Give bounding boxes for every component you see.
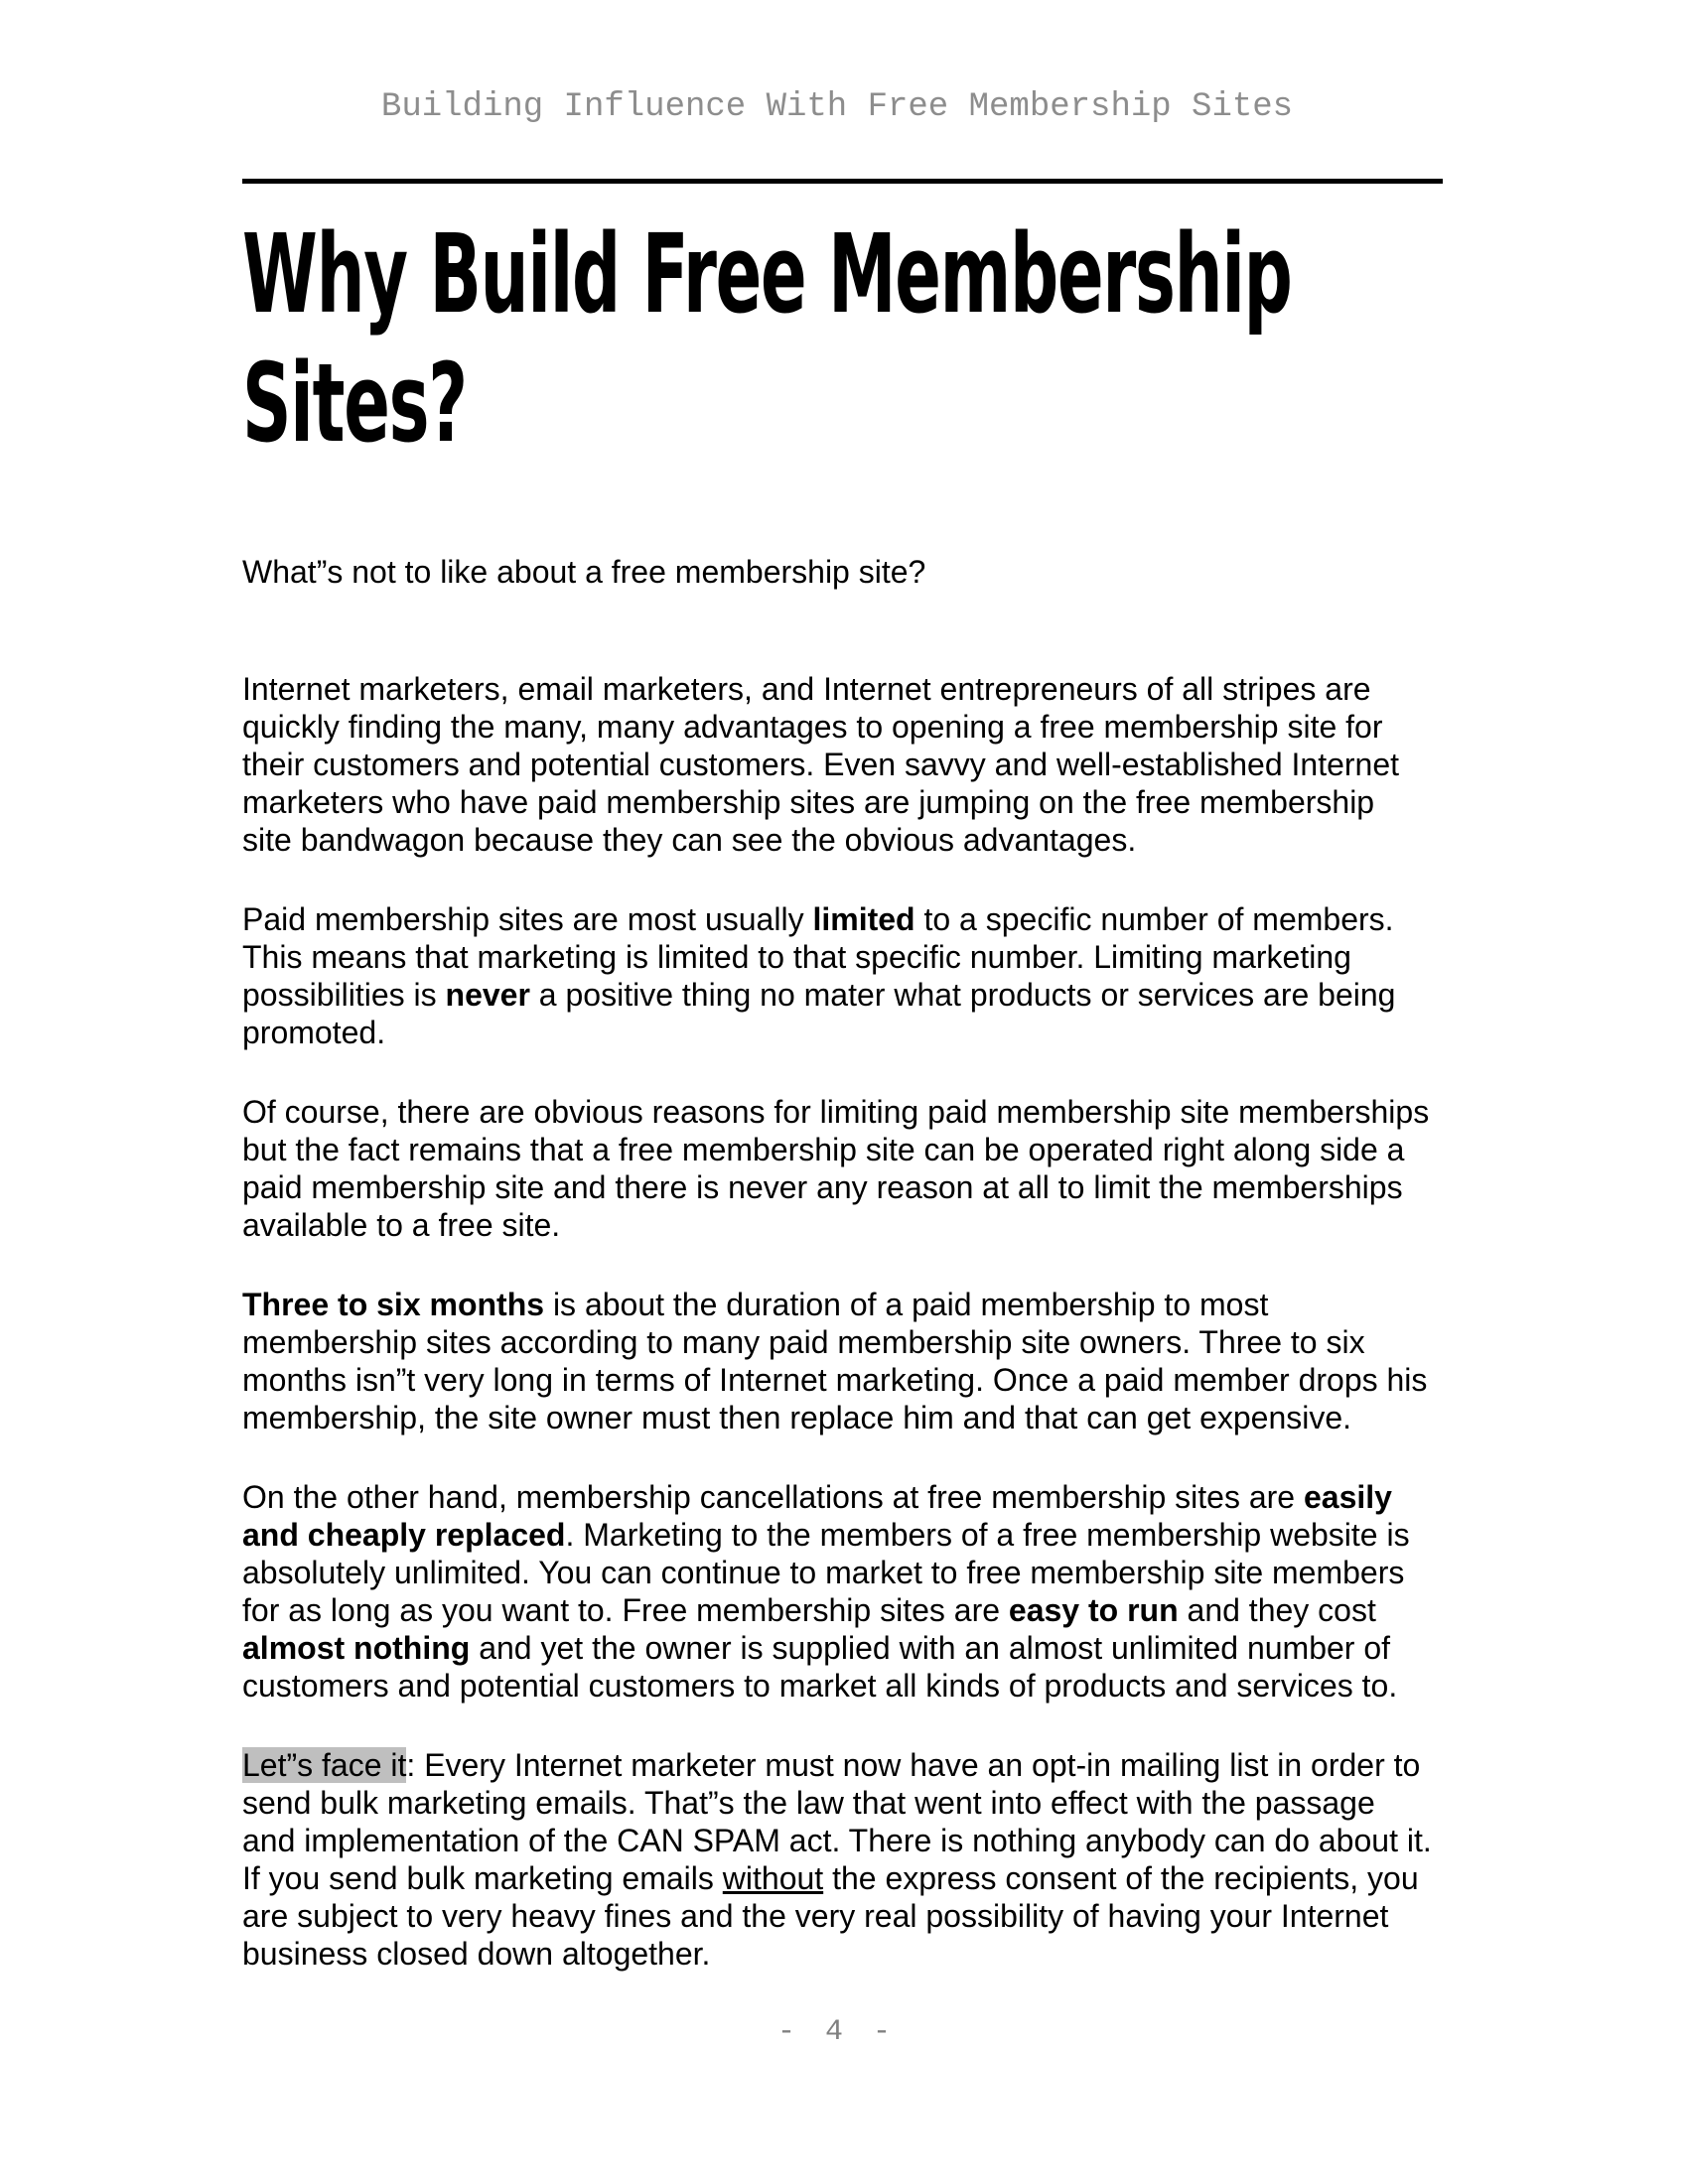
- running-header: Building Influence With Free Membership Sites: [380, 88, 1294, 126]
- body-paragraph: On the other hand, membership cancellations at free membership sites are easily and cheaply replaced. Marketing to the members of a free membership website is absolutely unlimited. You can continue to market to free membership site members for as long as you want to. Free membership sites are easy to run and they cost almost nothing and yet the owner is supplied with an almost unlimited number of customers and potential customers to market all kinds of products and services to.: [242, 1479, 1410, 1704]
- body-paragraph: Three to six months is about the duration of a paid membership to most membership sites according to many paid membership site owners. Three to six months isn”t very long in terms of Internet marketing. Once a paid member drops his membership, the site owner must then replace him and that can get expensive.: [242, 1287, 1428, 1435]
- body-paragraph: Let”s face it: Every Internet marketer must now have an opt-in mailing list in order to send bulk marketing emails. That”s the law that went into effect with the passage and implementation of the CAN SPAM act. There is nothing anybody can do about it. If you send bulk marketing emails without the express consent of the recipients, you are subject to very heavy fines and the very real possibility of having your Internet business closed down altogether.: [242, 1747, 1432, 1972]
- page-title-line-2: Sites?: [242, 340, 467, 467]
- body-paragraph: Of course, there are obvious reasons for limiting paid membership site memberships but the fact remains that a free membership site can be operated right along side a paid membership site and there is never any reason at all to limit the memberships available to a free site.: [242, 1094, 1430, 1243]
- body-paragraph: Internet marketers, email marketers, and Internet entrepreneurs of all stripes are quickly finding the many, many advantages to opening a free membership site for their customers and potential customers. Even savvy and well-established Internet marketers who have paid membership sites are jumping on the free membership site bandwagon because they can see the obvious advantages.: [242, 671, 1400, 858]
- page-number: - 4 -: [776, 2015, 897, 2049]
- header-rule: [242, 179, 1443, 184]
- body-text: [242, 670, 1432, 1973]
- intro-paragraph: What”s not to like about a free membership site?: [242, 554, 926, 590]
- page-title-line-1: Why Build Free Membership: [242, 210, 1292, 338]
- page-title: [242, 209, 1432, 468]
- body-paragraph: Paid membership sites are most usually limited to a specific number of members. This means that marketing is limited to that specific number. Limiting marketing possibilities is never a positive thing no mater what products or services are being promoted.: [242, 901, 1396, 1050]
